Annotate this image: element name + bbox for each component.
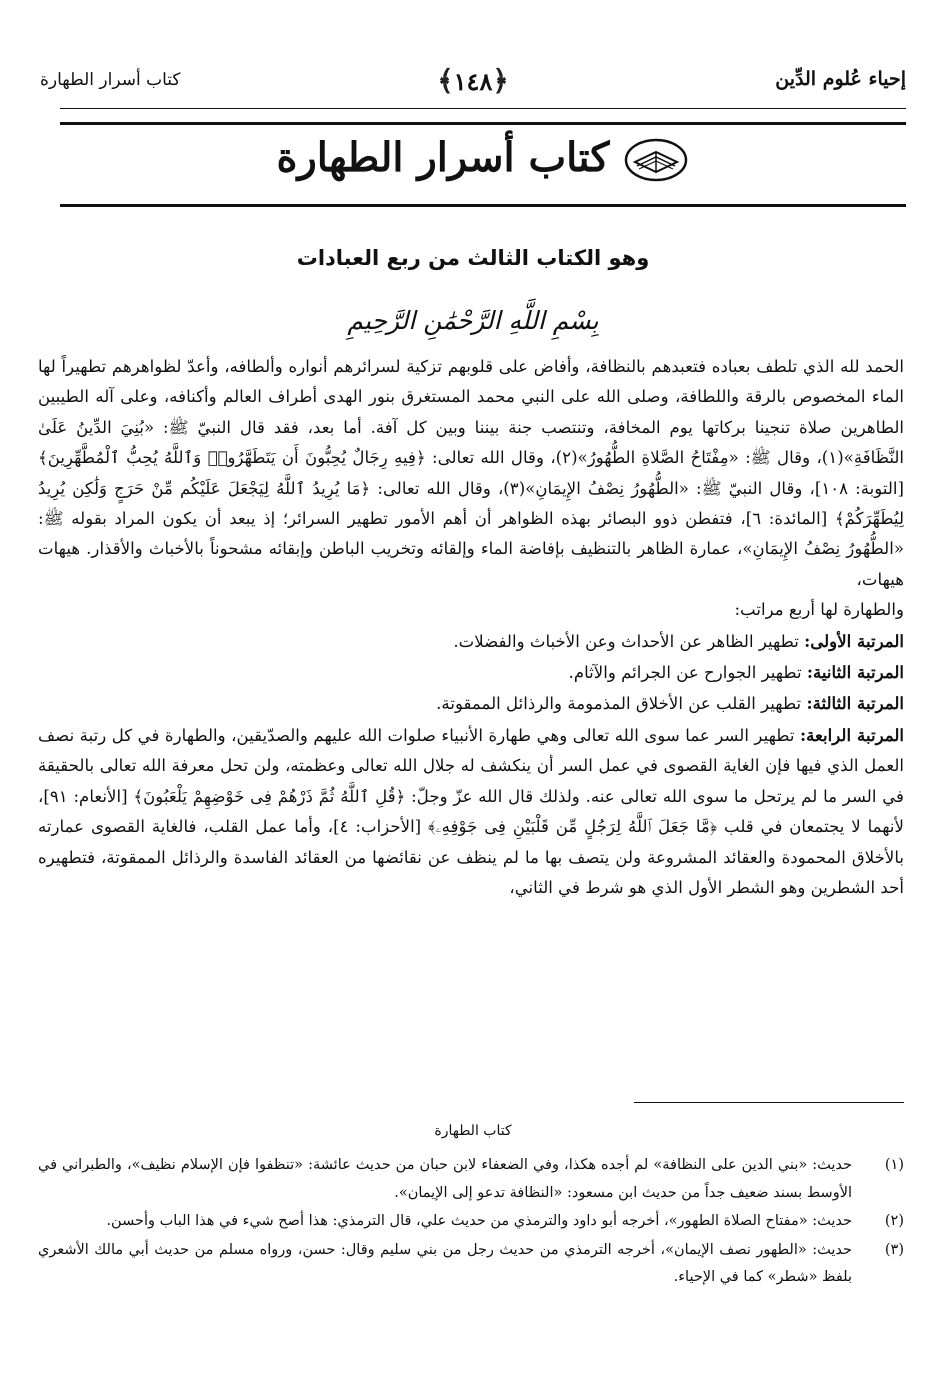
footnote-number: (١) [884, 1157, 904, 1173]
footnote-text: حديث: «الطهور نصف الإيمان»، أخرجه الترمذي من حديث رجل من بني سليم وقال: حسن، ورواه مسلم من حديث أبي مالك الأشعري بلفظ «شطر» كما في الإحياء. [38, 1241, 852, 1285]
main-text [38, 352, 904, 903]
book-subtitle: وهو الكتاب الثالث من ربع العبادات [296, 246, 650, 270]
open-book-icon [623, 130, 689, 184]
rank-label: المرتبة الأولى: [804, 630, 904, 651]
page-number [437, 64, 508, 97]
rank-item [38, 657, 904, 688]
header-chapter-name: كتاب أسرار الطهارة [40, 70, 181, 90]
footnote-text: حديث: «مفتاح الصلاة الطهور»، أخرجه أبو داود والترمذي من حديث علي، قال الترمذي: هذا أصح شيء في هذا الباب وأحسن. [106, 1213, 852, 1229]
page-number-value: ١٤٨ [453, 67, 493, 96]
book-title: كتاب أسرار الطهارة [276, 133, 610, 181]
rank-text: تطهير القلب عن الأخلاق المذمومة والرذائل الممقوتة. [436, 694, 802, 714]
footnote [38, 1237, 904, 1292]
footnotes [38, 1152, 904, 1293]
running-header [40, 62, 906, 102]
footnote [38, 1152, 904, 1207]
ornament-brace-icon: ﴾ [437, 64, 454, 97]
ranks-intro: والطهارة لها أربع مراتب: [734, 600, 904, 620]
basmala: بِسْمِ اللَّهِ الرَّحْمَٰنِ الرَّحِيمِ [347, 306, 599, 335]
rank-item [38, 688, 904, 719]
rank-text: تطهير الجوارح عن الجرائم والآثام. [568, 663, 802, 683]
footnote-number: (٣) [884, 1241, 904, 1258]
rank-label: المرتبة الرابعة: [799, 724, 904, 745]
footnote [38, 1208, 904, 1236]
footnote-number: (٢) [884, 1213, 904, 1229]
rank-label: المرتبة الثانية: [806, 662, 904, 683]
ornament-brace-icon: ﴿ [492, 64, 509, 97]
banner-bottom-rule [60, 204, 906, 207]
rank-text: تطهير الظاهر عن الأحداث وعن الأخباث والفضلات. [453, 631, 799, 651]
intro-paragraph: الحمد لله الذي تلطف بعباده فتعبدهم بالنظافة، وأفاض على قلوبهم تزكية لسرائرهم أنواره وألطافه، وأعدّ لظواهرهم تطهيراً لها الماء المخصوص بالرقة واللطافة، وصلى الله على النبي محمد المستغرق بنور الهدى أطراف العالم وأكنافه، وعلى آله الطيبين الطاهرين صلاة تنجينا بركاتها يوم المخافة، وتنتصب جنة بيننا وبين كل آفة. أما بعد، فقد قال النبيّ ﷺ: «بُنِيَ الدِّينُ عَلَىٰ النَّظَافَةِ»(١)، وقال ﷺ: «مِفْتَاحُ الصَّلاةِ الطُّهُورُ»(٢)، وقال الله تعالى: ﴿فِيهِ رِجَالٌ يُحِبُّونَ أَن يَتَطَهَّرُوا۟ وَٱللَّهُ يُحِبُّ ٱلْمُطَّهِّرِينَ﴾ [التوبة: ١٠٨]، وقال النبيّ ﷺ: «الطُّهُورُ نِصْفُ الإِيمَانِ»(٣)، وقال الله تعالى: ﴿مَا يُرِيدُ ٱللَّهُ لِيَجْعَلَ عَلَيْكُم مِّنْ حَرَجٍ وَلَٰكِن يُرِيدُ لِيُطَهِّرَكُمْ﴾ [المائدة: ٦]، فتفطن ذوو البصائر بهذه الظواهر أن أهم الأمور تطهير السرائر؛ إذ يبعد أن يكون المراد بقوله ﷺ: «الطُّهُورُ نِصْفُ الإِيمَانِ»، عمارة الظاهر بالتنظيف بإفاضة الماء وإلقائه وتخريب الباطن وإبقائه مشحوناً بالأخباث والأقذار. هيهات هيهات، [38, 357, 905, 589]
rank-item [38, 626, 904, 657]
rank-item [38, 720, 904, 903]
header-divider [60, 108, 906, 109]
title-banner [60, 124, 906, 200]
footnote-text: حديث: «بني الدين على النظافة» لم أجده هكذا، وفي الضعفاء لابن حبان من حديث عائشة: «تنظفوا فإن الإسلام نظيف»، والطبراني في الأوسط بسند ضعيف جداً من حديث ابن مسعود: «النظافة تدعو إلى الإيمان». [38, 1157, 852, 1201]
footnote-divider [634, 1102, 904, 1103]
rank-label: المرتبة الثالثة: [806, 693, 904, 714]
rank-text: تطهير السر عما سوى الله تعالى وهي طهارة الأنبياء صلوات الله عليهم والصدّيقين، والطهارة في كل رتبة نصف العمل الذي فيها فإن الغاية القصوى في عمل السر أن ينكشف له جلال الله تعالى وعظمته، ولن تحل معرفة الله تعالى بالحقيقة في السر ما لم يرتحل ما سوى الله تعالى عنه. ولذلك قال الله عزّ وجلّ: ﴿قُلِ ٱللَّهُ ثُمَّ ذَرْهُمْ فِى خَوْضِهِمْ يَلْعَبُونَ﴾ [الأنعام: ٩١]، لأنهما لا يجتمعان في قلب ﴿مَّا جَعَلَ ٱللَّهُ لِرَجُلٍ مِّن قَلْبَيْنِ فِى جَوْفِهِۦ﴾ [الأحزاب: ٤]، وأما عمل القلب، فالغاية القصوى عمارته بالأخلاق المحمودة والعقائد المشروعة ولن يتصف بها ما لم ينظف عن نقائضها من العقائد الفاسدة والرذائل الممقوتة، فتطهيره أحد الشطرين وهو الشطر الأول الذي هو شرط في الثاني، [38, 725, 904, 897]
header-book-name: إحياء عُلوم الدِّين [775, 68, 906, 90]
footnotes-heading: كتاب الطهارة [434, 1123, 512, 1139]
